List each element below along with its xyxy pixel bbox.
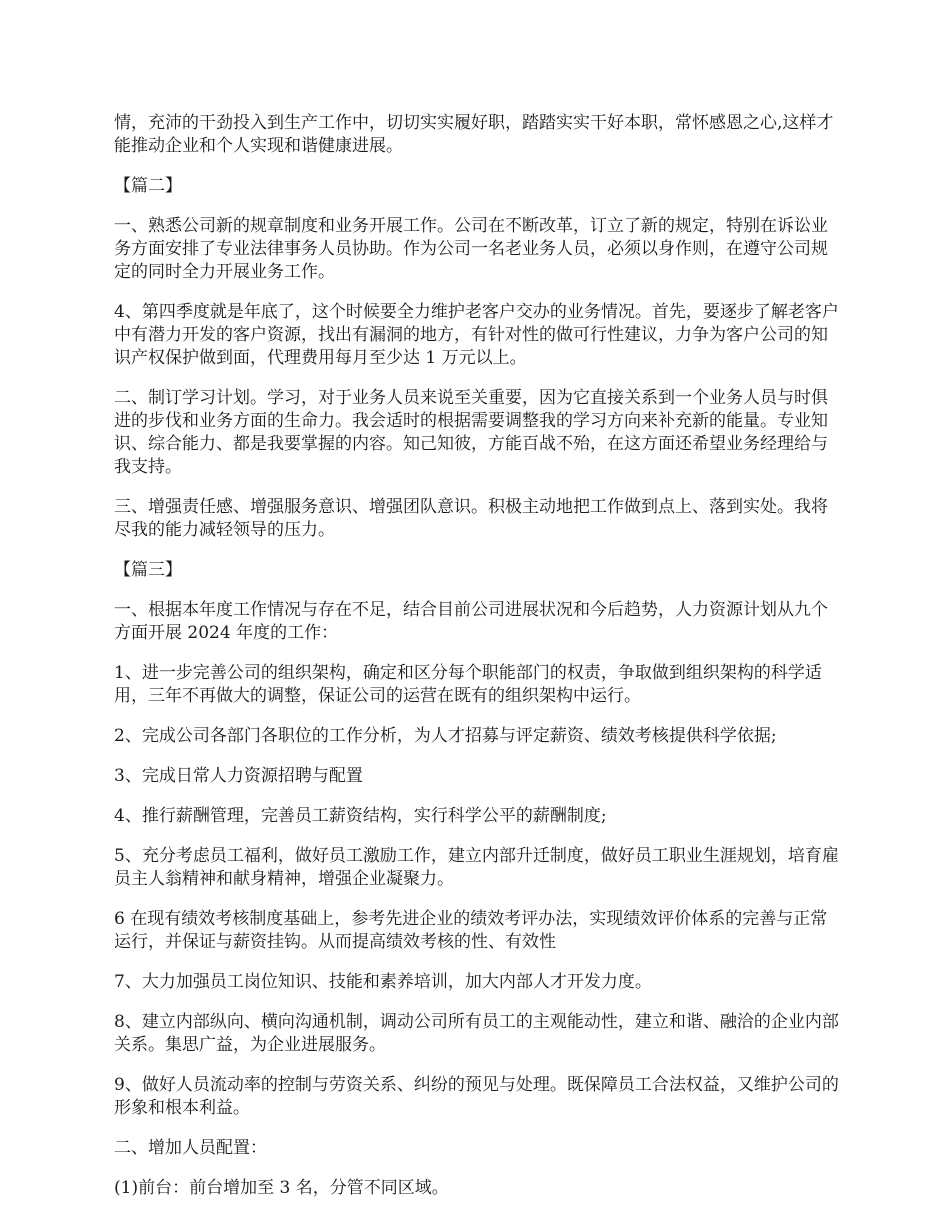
list-item: 7、大力加强员工岗位知识、技能和素养培训，加大内部人才开发力度。 [114,972,652,992]
list-item: 4、推行薪酬管理，完善员工薪资结构，实行科学公平的薪酬制度; [114,806,607,826]
section-heading-part-two: 【篇二】 [114,176,182,196]
paragraph: (1)前台：前台增加至 3 名，分管不同区域。 [114,1178,449,1198]
list-item: 1、进一步完善公司的组织架构，确定和区分每个职能部门的权责，争取做到组织架构的科学适用，三年不再做大的调整，保证公司的运营在既有的组织架构中运行。 [114,663,822,706]
paragraph: 二、增加人员配置： [114,1138,267,1158]
list-item: 6 在现有绩效考核制度基础上，参考先进企业的绩效考评办法，实现绩效评价体系的完善与正常运行，并保证与薪资挂钩。从而提高绩效考核的性、有效性 [114,909,828,952]
paragraph: 二、制订学习计划。学习，对于业务人员来说至关重要，因为它直接关系到一个业务人员与时俱进的步伐和业务方面的生命力。我会适时的根据需要调整我的学习方向来补充新的能量。专业知识、综合能力、都是我要掌握的内容。知己知彼，方能百战不殆，在这方面还希望业务经理给与我支持。 [114,388,828,477]
list-item: 5、充分考虑员工福利，做好员工激励工作，建立内部升迁制度，做好员工职业生涯规划，培育雇员主人翁精神和献身精神，增强企业凝聚力。 [114,846,839,889]
list-item: 3、完成日常人力资源招聘与配置 [114,766,363,786]
paragraph: 4、第四季度就是年底了，这个时候要全力维护老客户交办的业务情况。首先，要逐步了解老客户中有潜力开发的客户资源，找出有漏洞的地方，有针对性的做可行性建议，力争为客户公司的知识产权保护做到面，代理费用每月至少达 1 万元以上。 [114,302,839,368]
list-item: 9、做好人员流动率的控制与劳资关系、纠纷的预见与处理。既保障员工合法权益，又维护公司的形象和根本利益。 [114,1075,839,1118]
section-heading-part-three: 【篇三】 [114,560,182,580]
paragraph: 一、熟悉公司新的规章制度和业务开展工作。公司在不断改革，订立了新的规定，特别在诉讼业务方面安排了专业法律事务人员协助。作为公司一名老业务人员，必须以身作则，在遵守公司规定的同时全力开展业务工作。 [114,216,828,282]
list-item: 8、建立内部纵向、横向沟通机制，调动公司所有员工的主观能动性，建立和谐、融洽的企业内部关系。集思广益，为企业进展服务。 [114,1012,839,1055]
list-item: 2、完成公司各部门各职位的工作分析，为人才招募与评定薪资、绩效考核提供科学依据; [114,726,777,746]
paragraph: 三、增强责任感、增强服务意识、增强团队意识。积极主动地把工作做到点上、落到实处。我将尽我的能力减轻领导的压力。 [114,497,828,540]
paragraph: 一、根据本年度工作情况与存在不足，结合目前公司进展状况和今后趋势，人力资源计划从九个方面开展 2024 年度的工作： [114,600,828,643]
paragraph-continuation: 情，充沛的干劲投入到生产工作中，切切实实履好职，踏踏实实干好本职，常怀感恩之心,这样才能推动企业和个人实现和谐健康进展。 [114,113,834,156]
